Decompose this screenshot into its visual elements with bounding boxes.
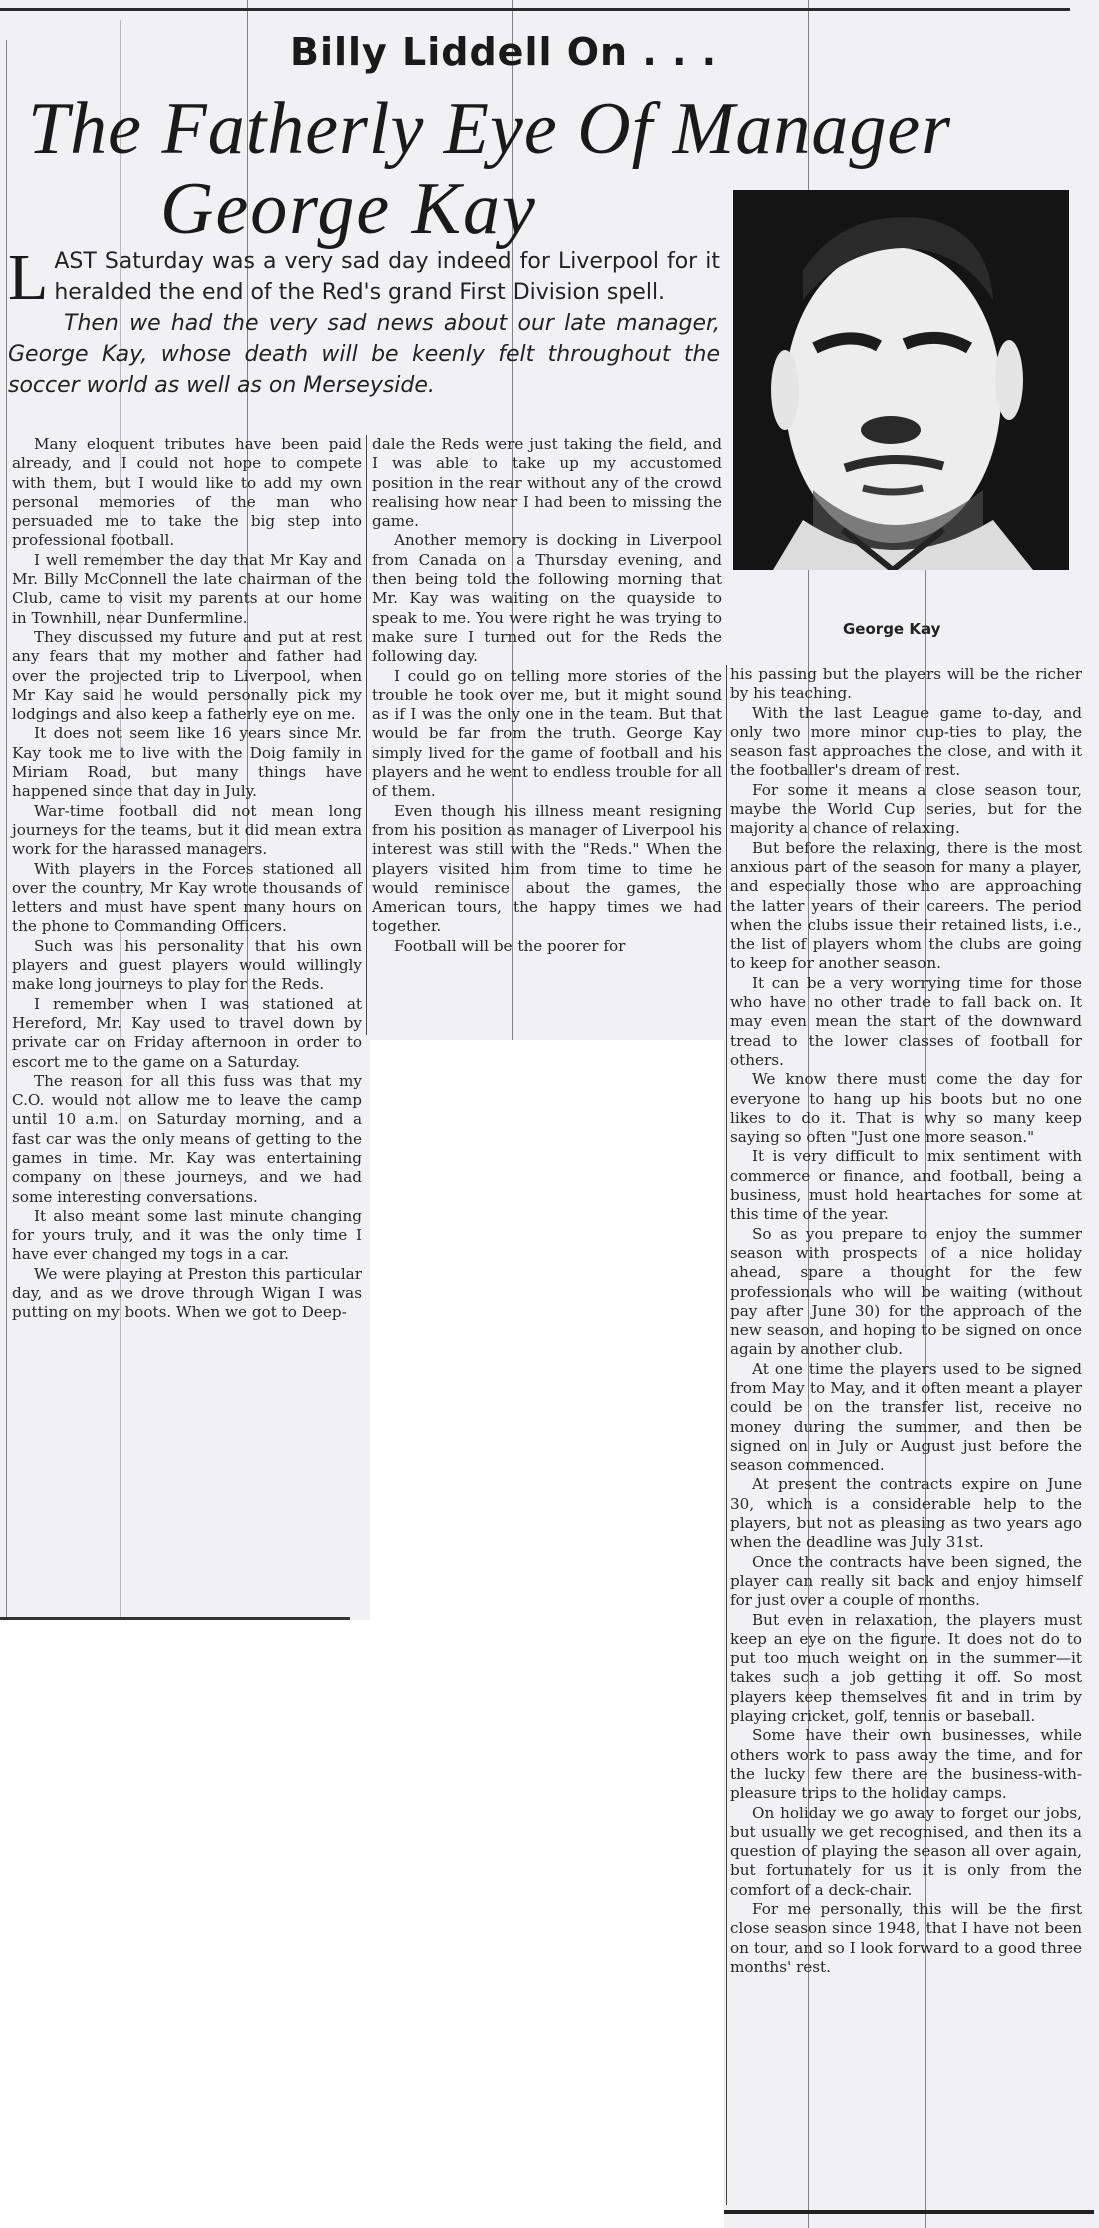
column-2: [372, 435, 722, 956]
blank-area: [370, 1040, 724, 2228]
paragraph: So as you prepare to enjoy the summer season with prospects of a nice holiday ahead, spare a thought for the few professionals who will be waiting (without pay after June 30) for the approach of the new season, and hoping to be signed on once again by another club.: [730, 1224, 1082, 1359]
paragraph: Another memory is docking in Liverpool from Canada on a Thursday evening, and then being told the following morning that Mr. Kay was waiting on the quayside to speak to me. You were right he was trying to make sure I turned out for the Reds the following day.: [372, 531, 722, 666]
paragraph: But even in relaxation, the players must keep an eye on the figure. It does not do to put too much weight on in the summer—it takes such a job getting it off. So most players keep themselves fit and in trim by playing cricket, golf, tennis or baseball.: [730, 1610, 1082, 1726]
paragraph: Football will be the poorer for: [394, 936, 626, 955]
lede-paragraph-1: LAST Saturday was a very sad day indeed for Liverpool for it heralded the end of the Red's grand First Division spell.: [8, 241, 720, 314]
paragraph: At one time the players used to be signed from May to May, and it often meant a player could be on the transfer list, receive no money during the summer, and then be signed on in July or August just before the season commenced.: [730, 1359, 1082, 1475]
paragraph: Such was his personality that his own players and guest players would willingly make long journeys to play for the Reds.: [12, 936, 362, 994]
lede-paragraph-2: Then we had the very sad news about our late manager, George Kay, whose death will be keenly felt throughout the soccer world as well as on Merseyside.: [8, 311, 720, 398]
portrait-photo: [733, 190, 1069, 570]
paragraph: At present the contracts expire on June 30, which is a considerable help to the players, but not as pleasing as two years ago when the deadline was July 31st.: [730, 1475, 1082, 1552]
paragraph: On holiday we go away to forget our jobs, but usually we get recognised, and then its a question of playing the season all over again, but fortunately for us it is only from the comfort of a deck-chair.: [730, 1803, 1082, 1899]
paragraph: It can be a very worrying time for those who have no other trade to fall back on. It may even mean the start of the downward tread to the lower classes of football for others.: [730, 973, 1082, 1069]
bottom-rule: [0, 1617, 350, 1620]
paragraph: his passing but the players will be the richer by his teaching.: [730, 665, 1082, 703]
headline-line-2: George Kay: [160, 168, 537, 250]
paragraph: Even though his illness meant resigning from his position as manager of Liverpool his interest was still with the "Reds." When the players visited him from time to time he would reminisce about the games, the American tours, the happy times we had together.: [372, 801, 722, 936]
drop-cap: L: [8, 241, 49, 314]
paragraph: Once the contracts have been signed, the player can really sit back and enjoy himself for just over a couple of months.: [730, 1552, 1082, 1610]
column-3: [730, 665, 1082, 1977]
paragraph: For some it means a close season tour, maybe the World Cup series, but for the majority a chance of relaxing.: [730, 780, 1082, 838]
paragraph: We were playing at Preston this particular day, and as we drove through Wigan I was putting on my boots. When we got to Deep-: [12, 1264, 362, 1322]
paragraph: The reason for all this fuss was that my C.O. would not allow me to leave the camp until 10 a.m. on Saturday morning, and a fast car was the only means of getting to the games in time. Mr. Kay was entertaining company on these journeys, and we had some interesting conversations.: [12, 1071, 362, 1206]
paragraph: They discussed my future and put at rest any fears that my mother and father had over the projected trip to Liverpool, when Mr Kay said he would personally pick my lodgings and also keep a fatherly eye on me.: [12, 627, 362, 724]
paragraph: I remember when I was stationed at Hereford, Mr. Kay used to travel down by private car on Friday afternoon in order to escort me to the game on a Saturday.: [12, 994, 362, 1071]
top-rule: [0, 8, 1070, 11]
paragraph: But before the relaxing, there is the most anxious part of the season for many a player, and especially those who are approaching the latter years of their careers. The period when the clubs issue their retained lists, i.e., the list of players whom the clubs are going to keep for another season.: [730, 838, 1082, 973]
paragraph: Some have their own businesses, while others work to pass away the time, and for the lucky few there are the business-with-pleasure trips to the holiday camps.: [730, 1726, 1082, 1803]
paragraph: I well remember the day that Mr Kay and Mr. Billy McConnell the late chairman of the Club, came to visit my parents at our home in Townhill, near Dunfermline.: [12, 550, 362, 627]
paragraph: We know there must come the day for everyone to hang up his boots but no one likes to do it. That is why so many keep saying so often "Just one more season.": [730, 1070, 1082, 1147]
column-rule: [726, 665, 727, 2205]
column-1: [12, 435, 362, 1323]
photo-caption: George Kay: [843, 620, 941, 638]
paragraph: Many eloquent tributes have been paid already, and I could not hope to compete with them, but I would like to add my own personal memories of the man who persuaded me to take the big step into professional football.: [12, 435, 362, 550]
paragraph: I could go on telling more stories of the trouble he took over me, but it might sound as if I was the only one in the team. But that would be far from the truth. George Kay simply lived for the game of football and his players and he went to endless trouble for all of them.: [372, 666, 722, 801]
paragraph: With the last League game to-day, and only two more minor cup-ties to play, the season fast approaches the close, and with it the footballer's dream of rest.: [730, 703, 1082, 780]
paragraph: It also meant some last minute changing for yours truly, and it was the only time I have ever changed my togs in a car.: [12, 1206, 362, 1264]
column-rule: [366, 435, 367, 1035]
kicker: Billy Liddell On . . .: [290, 30, 718, 74]
headline-line-1: The Fatherly Eye Of Manager: [28, 88, 951, 170]
paragraph: It is very difficult to mix sentiment with commerce or finance, and football, being a business, must hold heartaches for some at this time of the year.: [730, 1147, 1082, 1224]
lede: [8, 241, 720, 401]
paragraph: It does not seem like 16 years since Mr. Kay took me to live with the Doig family in Miriam Road, but many things have happened since that day in July.: [12, 724, 362, 801]
paragraph: With players in the Forces stationed all over the country, Mr Kay wrote thousands of letters and must have spent many hours on the phone to Commanding Officers.: [12, 859, 362, 936]
paragraph: War-time football did not mean long journeys for the teams, but it did mean extra work for the harassed managers.: [12, 801, 362, 859]
paragraph: For me personally, this will be the first close season since 1948, that I have not been on tour, and so I look forward to a good three months' rest.: [730, 1900, 1082, 1976]
bottom-rule: [724, 2210, 1094, 2214]
fold-line: [6, 40, 7, 1620]
portrait-image: [733, 190, 1069, 570]
paragraph: dale the Reds were just taking the field, and I was able to take up my accustomed position in the rear without any of the crowd realising how near I had been to missing the game.: [372, 435, 722, 531]
